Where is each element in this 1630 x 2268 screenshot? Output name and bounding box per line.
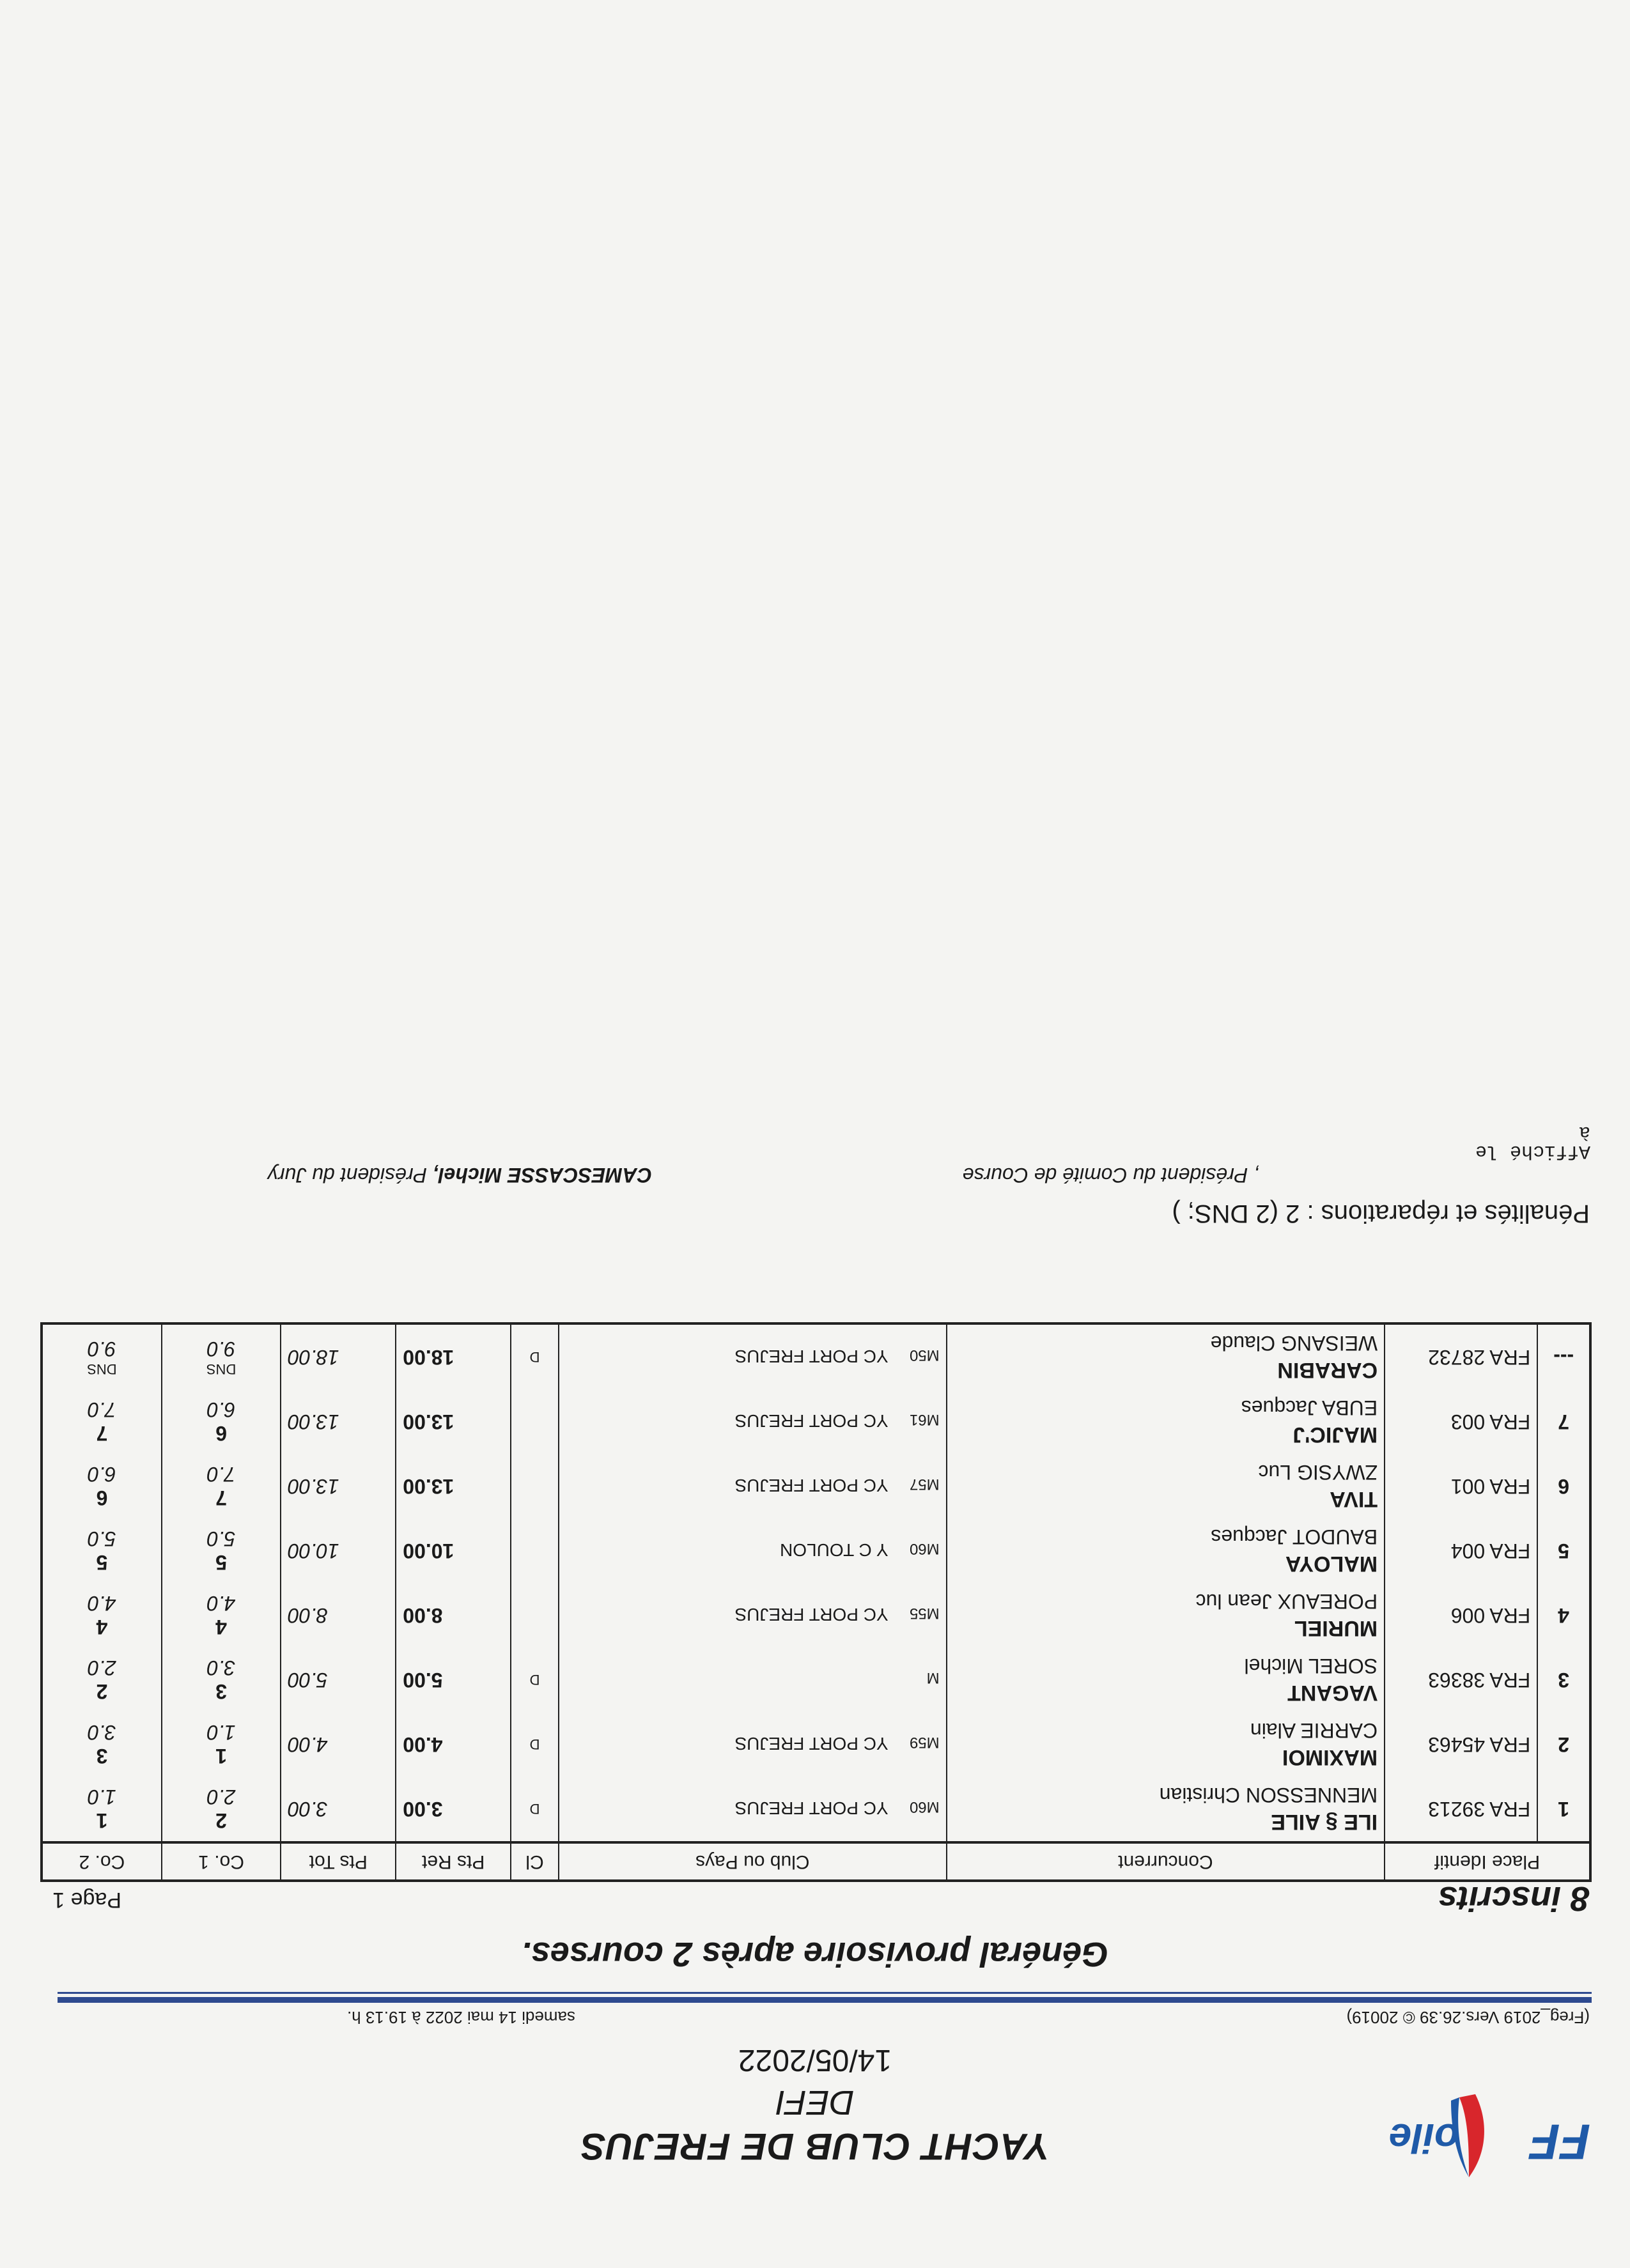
- header-concurrent: Concurrent: [947, 1842, 1385, 1881]
- club-cell: [559, 1389, 947, 1454]
- header-pts-tot: Pts Tot: [281, 1842, 396, 1881]
- boat-name: CARABIN: [1277, 1358, 1378, 1383]
- concurrent: [947, 1777, 1385, 1842]
- race-2-points: 1.0: [88, 1786, 116, 1809]
- race-1: [162, 1389, 281, 1454]
- race-2-rank: 5: [96, 1551, 108, 1575]
- race-1-points: 2.0: [206, 1786, 236, 1809]
- concurrent: [947, 1518, 1385, 1583]
- concurrent: [947, 1454, 1385, 1518]
- table-row: [42, 1323, 1590, 1389]
- race-2-points: 4.0: [88, 1592, 116, 1616]
- cl: [511, 1454, 559, 1518]
- pts-tot: 18.00: [281, 1323, 396, 1389]
- race-1: [162, 1583, 281, 1647]
- race-2-rank: 7: [96, 1422, 108, 1446]
- table-row: [42, 1647, 1590, 1712]
- boat-name: MAJIC'J: [1292, 1423, 1378, 1447]
- concurrent: [947, 1712, 1385, 1777]
- race-2: [42, 1777, 162, 1842]
- logo-voile-text: oile: [1388, 2115, 1459, 2161]
- cl: D: [511, 1777, 559, 1842]
- boat-name: MALOYA: [1285, 1552, 1378, 1577]
- identif: FRA 45463: [1385, 1712, 1537, 1777]
- event-name: DEFI: [775, 2083, 855, 2122]
- club: YC PORT FREJUS: [734, 1346, 889, 1366]
- club: YC PORT FREJUS: [734, 1476, 889, 1495]
- race-2: [42, 1583, 162, 1647]
- race-1: [162, 1518, 281, 1583]
- cl: [511, 1389, 559, 1454]
- pts-tot: 13.00: [281, 1389, 396, 1454]
- header-cl: Cl: [511, 1842, 559, 1881]
- club-cell: [559, 1712, 947, 1777]
- club-cell: [559, 1647, 947, 1712]
- club: YC PORT FREJUS: [734, 1605, 889, 1624]
- header-co1: Co. 1: [162, 1842, 281, 1881]
- race-2: [42, 1518, 162, 1583]
- identif: FRA 004: [1385, 1518, 1537, 1583]
- club-name: YACHT CLUB DE FREJUS: [580, 2125, 1050, 2167]
- race-2: [42, 1647, 162, 1712]
- race-1-points: 9.0: [206, 1338, 236, 1361]
- pts-ret: 5.00: [396, 1647, 511, 1712]
- boat-name: VAGANT: [1287, 1681, 1378, 1706]
- jury-name: CAMESCASSE Michel,: [432, 1164, 652, 1187]
- race-1-points: 7.0: [206, 1463, 236, 1486]
- race-1: [162, 1454, 281, 1518]
- race-1-rank: 5: [215, 1551, 227, 1575]
- pts-tot: 3.00: [281, 1777, 396, 1842]
- club-cell: [559, 1454, 947, 1518]
- race-1-points: 6.0: [206, 1398, 236, 1422]
- place: 3: [1537, 1647, 1590, 1712]
- race-2: [42, 1389, 162, 1454]
- logo-ff-text: FF: [1529, 2114, 1590, 2170]
- printed-timestamp: samedi 14 mai 2022 à 19.13 h.: [346, 2008, 575, 2027]
- cl: [511, 1518, 559, 1583]
- header-pts-ret: Pts Ret: [396, 1842, 511, 1881]
- skipper-name: BAUDOT Jacques: [1211, 1525, 1378, 1549]
- pts-ret: 8.00: [396, 1583, 511, 1647]
- posted-le: Affiché le: [1475, 1140, 1590, 1162]
- race-2-points: 3.0: [88, 1721, 116, 1745]
- race-1-rank: 1: [215, 1745, 227, 1768]
- place: 5: [1537, 1518, 1590, 1583]
- race-1-rank: 6: [215, 1422, 227, 1446]
- race-2: [42, 1454, 162, 1518]
- header-place-identif: Place Identif: [1385, 1842, 1590, 1881]
- race-2-points: 2.0: [88, 1656, 116, 1680]
- cl: D: [511, 1712, 559, 1777]
- skipper-name: EUBA Jacques: [1241, 1396, 1378, 1420]
- skipper-name: MENNESSON Christian: [1159, 1784, 1378, 1807]
- club-cell: [559, 1777, 947, 1842]
- category: M: [926, 1669, 940, 1686]
- race-1-rank: DNS: [206, 1361, 237, 1377]
- race-2-points: 5.0: [88, 1527, 116, 1551]
- race-2-rank: DNS: [87, 1361, 117, 1377]
- table-row: [42, 1389, 1590, 1454]
- results-table: [40, 1322, 1592, 1882]
- table-row: [42, 1777, 1590, 1842]
- software-version: (Freg_2019 Vers.26.39 © 20019): [1346, 2008, 1590, 2027]
- club: YC PORT FREJUS: [734, 1411, 889, 1431]
- race-2: [42, 1712, 162, 1777]
- header-club: Club ou Pays: [559, 1842, 947, 1881]
- race-1: [162, 1647, 281, 1712]
- race-2: [42, 1323, 162, 1389]
- place: 7: [1537, 1389, 1590, 1454]
- table-row: [42, 1454, 1590, 1518]
- boat-name: MURIEL: [1294, 1616, 1378, 1641]
- identif: FRA 28732: [1385, 1323, 1537, 1389]
- results-title: Général provisoire après 2 courses.: [521, 1935, 1109, 1973]
- penalties-summary: Pénalités et réparations : 2 (2 DNS; ): [1172, 1200, 1590, 1228]
- posted-stamp: [1475, 1122, 1590, 1161]
- table-row: [42, 1712, 1590, 1777]
- jury-signature: [268, 1163, 652, 1187]
- category: M61: [909, 1411, 940, 1428]
- posted-a: à: [1578, 1121, 1590, 1143]
- race-1: [162, 1323, 281, 1389]
- skipper-name: POREAUX Jean luc: [1195, 1590, 1378, 1614]
- cl: D: [511, 1323, 559, 1389]
- place: ---: [1537, 1323, 1590, 1389]
- skipper-name: CARRIE Alain: [1250, 1719, 1378, 1743]
- category: M50: [909, 1346, 940, 1364]
- identif: FRA 001: [1385, 1454, 1537, 1518]
- pts-tot: 5.00: [281, 1647, 396, 1712]
- concurrent: [947, 1323, 1385, 1389]
- boat-name: TIVA: [1330, 1487, 1378, 1512]
- skipper-name: WEISANG Claude: [1210, 1332, 1378, 1355]
- identif: FRA 003: [1385, 1389, 1537, 1454]
- identif: FRA 006: [1385, 1583, 1537, 1647]
- boat-name: ILE § AILE: [1271, 1810, 1378, 1835]
- table-row: [42, 1583, 1590, 1647]
- jury-role: Président du Jury: [267, 1164, 433, 1187]
- category: M59: [909, 1734, 940, 1751]
- race-2-points: 9.0: [88, 1338, 116, 1361]
- club: YC PORT FREJUS: [734, 1798, 889, 1818]
- event-date: 14/05/2022: [738, 2043, 892, 2077]
- identif: FRA 39213: [1385, 1777, 1537, 1842]
- entries-count: 8 inscrits: [1438, 1879, 1590, 1918]
- club: Y C TOULON: [780, 1540, 889, 1560]
- pts-ret: 18.00: [396, 1323, 511, 1389]
- header-rule-thin: [58, 1992, 1592, 1994]
- category: M57: [909, 1476, 940, 1493]
- category: M60: [909, 1540, 940, 1557]
- pts-tot: 13.00: [281, 1454, 396, 1518]
- race-2-points: 6.0: [88, 1463, 116, 1486]
- pts-tot: 8.00: [281, 1583, 396, 1647]
- boat-name: MAXIMOI: [1282, 1745, 1378, 1770]
- race-2-points: 7.0: [88, 1398, 116, 1422]
- race-1-points: 1.0: [206, 1721, 236, 1745]
- race-2-rank: 6: [96, 1486, 108, 1510]
- race-2-rank: 2: [96, 1680, 108, 1704]
- race-2-rank: 1: [96, 1809, 108, 1833]
- pts-ret: 3.00: [396, 1777, 511, 1842]
- concurrent: [947, 1389, 1385, 1454]
- pts-tot: 10.00: [281, 1518, 396, 1583]
- header-rule: [58, 1997, 1592, 2003]
- pts-ret: 13.00: [396, 1454, 511, 1518]
- pts-tot: 4.00: [281, 1712, 396, 1777]
- race-1-rank: 3: [215, 1680, 227, 1704]
- club-cell: [559, 1518, 947, 1583]
- race-2-rank: 3: [96, 1745, 108, 1768]
- pts-ret: 10.00: [396, 1518, 511, 1583]
- club-cell: [559, 1323, 947, 1389]
- race-1-points: 5.0: [206, 1527, 236, 1551]
- concurrent: [947, 1647, 1385, 1712]
- pts-ret: 4.00: [396, 1712, 511, 1777]
- club-cell: [559, 1583, 947, 1647]
- table-header-row: [42, 1842, 1590, 1881]
- concurrent: [947, 1583, 1385, 1647]
- race-1-rank: 4: [215, 1616, 227, 1639]
- race-committee-signature: , Président du Comité de Course: [962, 1164, 1259, 1187]
- race-1: [162, 1777, 281, 1842]
- category: M60: [909, 1798, 940, 1816]
- category: M55: [909, 1605, 940, 1622]
- race-1-rank: 7: [215, 1486, 227, 1510]
- place: 6: [1537, 1454, 1590, 1518]
- race-1: [162, 1712, 281, 1777]
- table-row: [42, 1518, 1590, 1583]
- race-2-rank: 4: [96, 1616, 108, 1639]
- place: 2: [1537, 1712, 1590, 1777]
- place: 4: [1537, 1583, 1590, 1647]
- pts-ret: 13.00: [396, 1389, 511, 1454]
- header-co2: Co. 2: [42, 1842, 162, 1881]
- place: 1: [1537, 1777, 1590, 1842]
- race-1-rank: 2: [215, 1809, 227, 1833]
- identif: FRA 38363: [1385, 1647, 1537, 1712]
- race-1-points: 4.0: [206, 1592, 236, 1616]
- cl: [511, 1583, 559, 1647]
- skipper-name: ZWYSIG Luc: [1258, 1461, 1378, 1485]
- race-1-points: 3.0: [206, 1656, 236, 1680]
- page-number: Page 1: [52, 1888, 121, 1912]
- club: YC PORT FREJUS: [734, 1734, 889, 1754]
- skipper-name: SOREL Michel: [1244, 1655, 1378, 1678]
- cl: D: [511, 1647, 559, 1712]
